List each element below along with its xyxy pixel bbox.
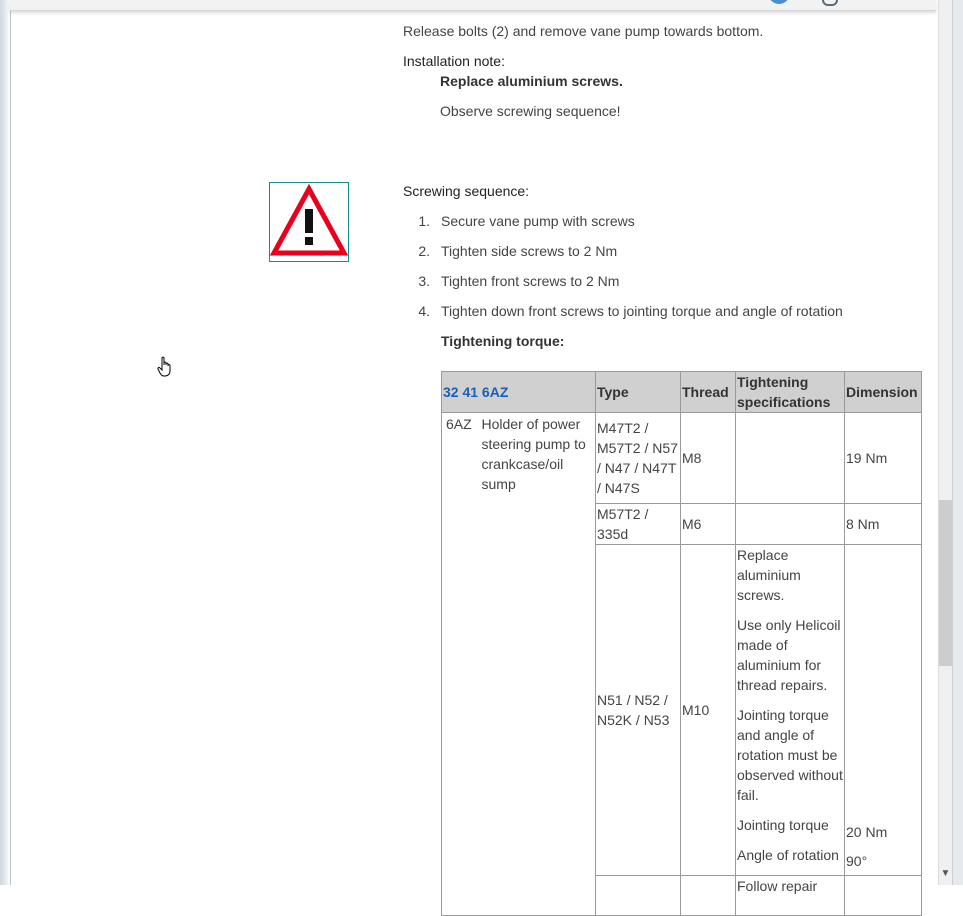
- item-description: Holder of power steering pump to crankcase/oil sump: [480, 413, 596, 916]
- header-dimension: Dimension: [845, 372, 922, 413]
- jointing-torque-value: 20 Nm: [846, 824, 888, 840]
- header-type: Type: [596, 372, 681, 413]
- thread-cell: M10: [681, 545, 736, 876]
- type-cell: [596, 876, 681, 916]
- thread-cell: [681, 876, 736, 916]
- step-item: Tighten down front screws to jointing torque and angle of rotation: [441, 303, 843, 319]
- spec-cell: Follow repair: [736, 876, 845, 916]
- spec-cell: [736, 413, 845, 504]
- document-content: [10, 11, 938, 894]
- warning-triangle-icon: [269, 182, 349, 262]
- hand-cursor-icon: [157, 356, 175, 378]
- spec-cell: [736, 504, 845, 545]
- dimension-cell: [845, 876, 922, 916]
- table-header-row: [442, 372, 922, 413]
- header-bar: [10, 0, 936, 11]
- scrollbar-thumb[interactable]: [939, 500, 952, 666]
- step-item: Secure vane pump with screws: [441, 213, 635, 229]
- item-code: 6AZ: [442, 413, 480, 916]
- step-number: 2.: [418, 243, 430, 259]
- installation-note-label: Installation note:: [403, 53, 505, 69]
- note-text: Observe screwing sequence!: [440, 103, 621, 119]
- type-cell: N51 / N52 / N52K / N53: [596, 545, 681, 876]
- angle-value: 90°: [846, 853, 868, 869]
- note-bold: Replace aluminium screws.: [440, 73, 623, 89]
- step-number: 4.: [418, 303, 430, 319]
- user-icon[interactable]: [822, 0, 838, 6]
- step-number: 3.: [418, 273, 430, 289]
- type-cell: M57T2 / 335d: [596, 504, 681, 545]
- spec-paragraph: Replace aluminium screws.: [737, 547, 801, 603]
- spec-paragraph: Jointing torque: [737, 817, 829, 833]
- spec-cell: [736, 545, 845, 876]
- torque-table: [441, 371, 922, 916]
- dimension-cell: 19 Nm: [845, 413, 922, 504]
- type-cell: M47T2 / M57T2 / N57 / N47 / N47T / N47S: [596, 413, 681, 504]
- help-icon[interactable]: [768, 0, 790, 4]
- step-text: Release bolts (2) and remove vane pump towards bottom.: [403, 23, 764, 39]
- thread-cell: M8: [681, 413, 736, 504]
- scroll-down-arrow-icon[interactable]: ▼: [940, 868, 951, 879]
- step-number: 1.: [418, 213, 430, 229]
- window-frame-right: [952, 0, 963, 885]
- dimension-cell: 8 Nm: [845, 504, 922, 545]
- step-item: Tighten front screws to 2 Nm: [441, 273, 620, 289]
- step-item: Tighten side screws to 2 Nm: [441, 243, 618, 259]
- spec-paragraph: Jointing torque and angle of rotation must be observed without fail.: [737, 707, 843, 803]
- header-thread: Thread: [681, 372, 736, 413]
- thread-cell: M6: [681, 504, 736, 545]
- tightening-torque-label: Tightening torque:: [441, 333, 565, 349]
- header-specifications: Tightening specifications: [736, 372, 845, 413]
- dimension-cell: [845, 545, 922, 876]
- spec-paragraph: Use only Helicoil made of aluminium for thread repairs.: [737, 617, 841, 693]
- screwing-heading: Screwing sequence:: [403, 183, 530, 199]
- spec-paragraph: Angle of rotation: [737, 847, 839, 863]
- header-part-number[interactable]: 32 41 6AZ: [442, 372, 596, 413]
- table-row: [442, 413, 922, 504]
